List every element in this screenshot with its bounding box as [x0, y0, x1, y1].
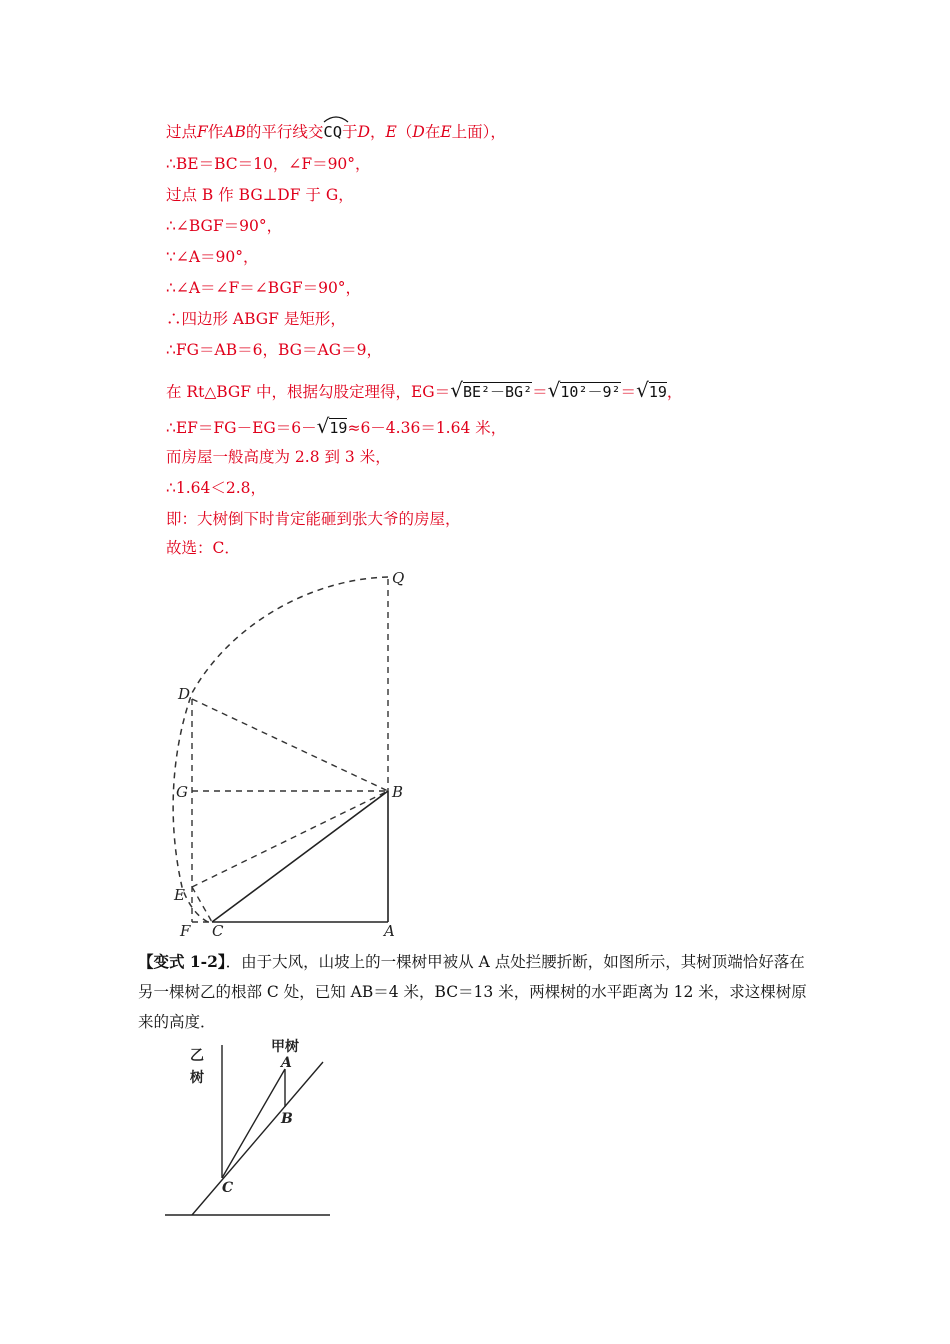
label-d: D: [178, 685, 191, 703]
label-q: Q: [392, 569, 405, 587]
text: ，: [370, 123, 386, 141]
text: 10²－9²: [560, 383, 621, 401]
text: AB: [223, 123, 246, 141]
text: 过点: [166, 123, 198, 141]
solution-line-8: ∴FG＝AB＝6，BG＝AG＝9，: [166, 341, 382, 359]
problem-tag: 【变式 1-2】: [138, 952, 226, 971]
problem-body: ．由于大风，山坡上的一棵树甲被从 A 点处拦腰折断，如图所示，其树顶端恰好落在另一棵树乙的根部 C 处，已知 AB＝4 米，BC＝13 米，两棵树的水平距离为 12 米，求这棵树原来的高度．: [138, 953, 807, 1031]
label-f: F: [180, 922, 191, 940]
text: F: [197, 123, 208, 141]
sqrt-1: √BE²－BG²: [450, 378, 533, 402]
label-a: A: [281, 1055, 292, 1071]
text: 上面），: [451, 123, 506, 141]
text: ≈6－4.36＝1.64 米，: [347, 419, 507, 437]
solution-line-1: [166, 122, 506, 142]
label-b: B: [392, 783, 404, 801]
label-jia: 甲树: [271, 1039, 299, 1055]
sqrt-3: √19: [636, 378, 667, 402]
text: E: [385, 123, 397, 141]
text: 19: [648, 383, 667, 401]
text: ＝: [532, 383, 548, 401]
problem-text: [138, 947, 818, 1037]
text: 在 Rt△BGF 中，根据勾股定理得，EG＝: [166, 383, 451, 401]
geometry-figure-1: [160, 565, 420, 945]
label-g: G: [176, 783, 188, 801]
text: ＝: [620, 383, 637, 401]
solution-line-3: 过点 B 作 BG⊥DF 于 G，: [166, 186, 354, 204]
solution-line-12: ∴1.64＜2.8，: [166, 479, 267, 497]
solution-line-9: [166, 380, 682, 402]
line-eb-dashed: [192, 791, 388, 887]
label-b: B: [281, 1111, 293, 1127]
solution-line-6: ∴∠A＝∠F＝∠BGF＝90°，: [166, 279, 362, 297]
solution-line-5: ∵∠A＝90°，: [166, 248, 259, 266]
solution-line-13: 即：大树倒下时肯定能砸到张大爷的房屋，: [166, 510, 461, 528]
text: 19: [329, 419, 348, 437]
solution-line-4: ∴∠BGF＝90°，: [166, 217, 283, 235]
label-a: A: [384, 922, 395, 940]
arc-cq: [323, 122, 342, 142]
text: D: [357, 123, 371, 141]
arc-mark-icon: [323, 115, 349, 123]
text: ，: [666, 383, 683, 401]
line-db-dashed: [192, 699, 388, 791]
label-yi-1: 乙: [190, 1048, 204, 1064]
solution-line-7: ∴四边形 ABGF 是矩形，: [166, 310, 346, 328]
text: （: [396, 123, 413, 141]
text: E: [440, 123, 452, 141]
label-e: E: [174, 886, 185, 904]
label-c: C: [212, 922, 224, 940]
text: 的平行线交: [245, 123, 324, 141]
text: 于: [342, 123, 358, 141]
sqrt-2: √10²－9²: [547, 378, 621, 402]
geometry-figure-2: [160, 1035, 340, 1225]
text: ∴EF＝FG－EG＝6－: [166, 419, 317, 437]
slope-line: [192, 1062, 323, 1215]
label-c: C: [222, 1180, 234, 1196]
line-ec-dashed: [192, 887, 212, 922]
line-cb: [212, 791, 388, 922]
solution-line-10: [166, 416, 506, 438]
solution-line-14: 故选：C．: [166, 539, 240, 557]
text: BE²－BG²: [462, 383, 533, 401]
solution-line-11: 而房屋一般高度为 2.8 到 3 米，: [166, 448, 391, 466]
text: 作: [207, 123, 224, 141]
sqrt-4: √19: [316, 414, 348, 438]
label-yi-2: 树: [190, 1070, 204, 1086]
text: CQ: [323, 123, 343, 141]
broken-ac: [222, 1069, 285, 1178]
text: 在: [424, 123, 441, 141]
text: D: [412, 123, 425, 141]
solution-line-2: ∴BE＝BC＝10，∠F＝90°，: [166, 155, 371, 173]
